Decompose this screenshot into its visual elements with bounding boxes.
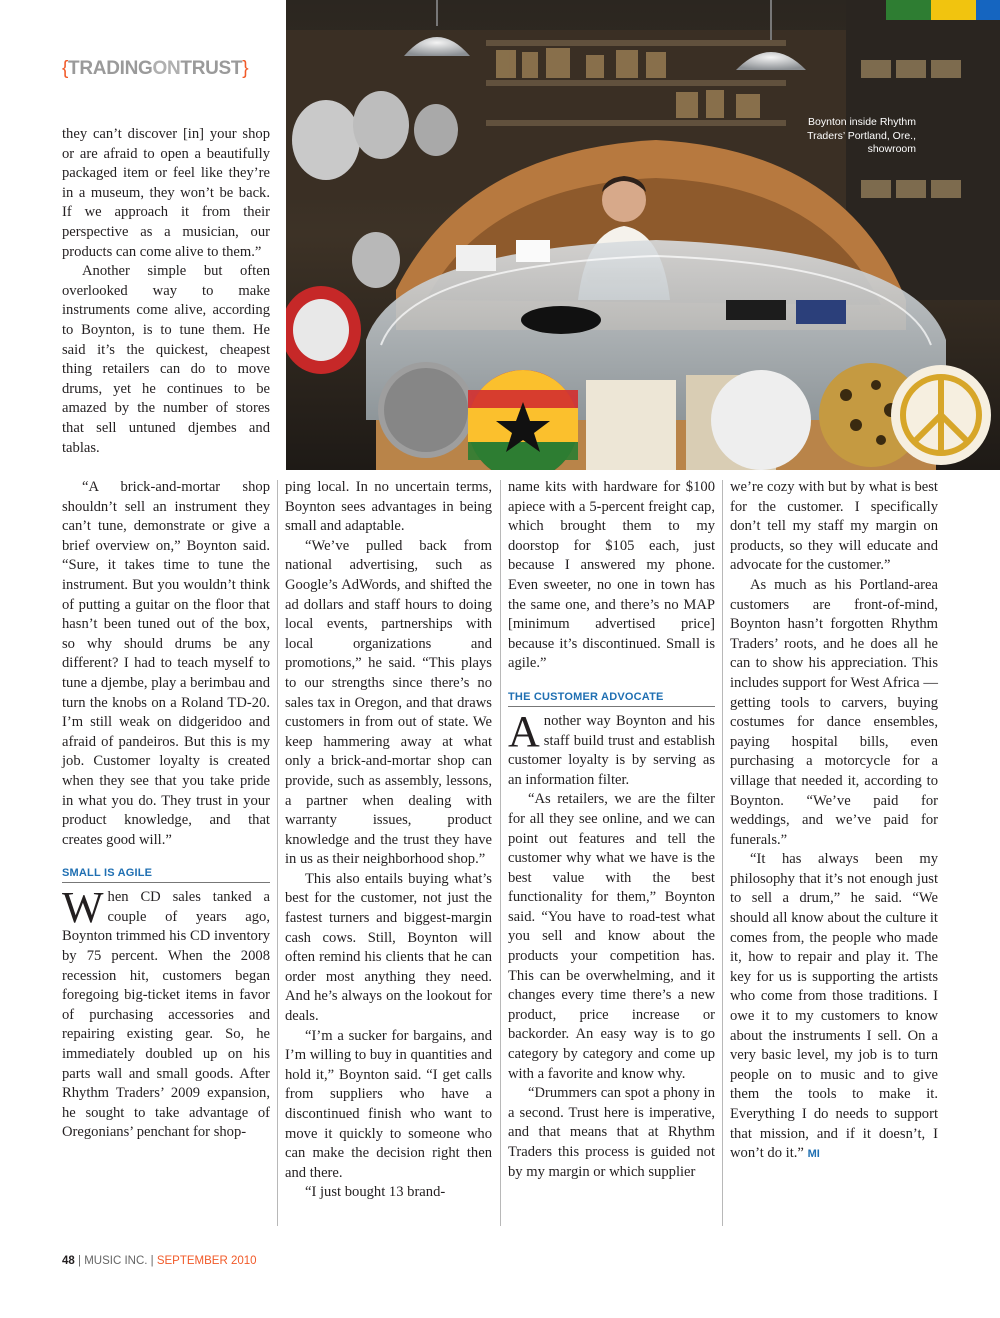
section-tag-word-2: ON — [152, 58, 181, 79]
footer-separator: | — [74, 1255, 85, 1267]
column-1-bottom — [62, 478, 270, 1143]
column-divider — [277, 480, 278, 1226]
column-4 — [730, 478, 938, 1165]
column-divider — [722, 480, 723, 1226]
page-number: 48 — [62, 1255, 75, 1267]
column-3 — [508, 478, 715, 1182]
section-tag-close-brace: } — [242, 58, 249, 79]
paragraph-text: “It has always been my philosophy that it’s not enough just to sell a drum,” he said. “We should all know about the culture it comes from, the people who made it, how to repair and play it. The key for us is supporting the artists who come from those traditions. I owe it to my customers to know about the instruments I sell. On a very basic level, my job is to turn people on to music and to give them the tools to make it. Everything I do needs to support that mission, and if it doesn’t, I won’t do it.” — [730, 851, 938, 1162]
paragraph: “I’m a sucker for bargains, and I’m willing to buy in quantities and hold it,” Boynton said. “I get calls from suppliers who have a discontinued finish who want to move it quickly to someone who can make the decision right then and there. — [285, 1027, 492, 1181]
subhead-customer-advocate: THE CUSTOMER ADVOCATE — [508, 688, 715, 707]
end-mark: MI — [807, 1148, 820, 1161]
paragraph — [508, 706, 715, 790]
paragraph: we’re cozy with but by what is best for the customer. I specifically don’t tell my staff my margin on products, so they will educate and advocate for the customer.” — [730, 479, 938, 574]
paragraph: “We’ve pulled back from national advertising, such as Google’s AdWords, and shifted the ad dollars and staff hours to doing local events, partnerships with local organizations and promotions,” he said. “This plays to our strengths since there’s no sales tax in Oregon, and that draws customers in from out of state. We keep hammering away at what only a brick-and-mortar shop can provide, such as assembly, lessons, a partner when dealing with warranty issues, product knowledge and the trust they have in us as their neighborhood shop.” — [285, 537, 492, 868]
paragraph: name kits with hardware for $100 apiece with a 5-percent freight cap, which brought them to my doorstop for $105 each, just because I answered my phone. Even sweeter, no one in town has the same one, and there’s no MAP [minimum advertised price] because it’s discontinued. Small is agile.” — [508, 479, 715, 672]
drop-cap: A — [508, 706, 540, 756]
paragraph-text: hen CD sales tanked a couple of years ago, Boynton trimmed his CD inventory by 75 percent. When the 2008 recession hit, customers began foregoing big-ticket items in favor of purchasing accessories and repairing existing gear. So, he immediately doubled up on his parts wall and small goods. After Rhythm Traders’ 2009 expansion, he sought to take advantage of Oregonians’ penchant for shop- — [62, 889, 270, 1141]
column-1-top — [62, 125, 270, 458]
paragraph — [730, 850, 938, 1165]
section-tag-open-brace: { — [62, 58, 69, 79]
store-photo-illustration — [286, 0, 1000, 470]
store-photo — [286, 0, 1000, 470]
section-tag-word-1: TRADING — [68, 58, 153, 79]
paragraph: This also entails buying what’s best for the customer, not just the fastest turners and biggest-margin cash cows. Still, Boynton will often remind his clients that he can order most anything they need. And he’s always on the lookout for deals. — [285, 870, 492, 1025]
footer-separator: | — [147, 1255, 157, 1267]
paragraph-text: nother way Boynton and his staff build trust and establish customer loyalty is by serving as an information filter. — [508, 712, 715, 788]
page-footer — [62, 1255, 257, 1267]
paragraph: As much as his Portland-area customers are front-of-mind, Boynton hasn’t forgotten Rhythm Traders’ roots, and he does all he can to show his appreciation. This includes support for West Africa — getting tools to carvers, buying costumes for dance ensembles, paying hospital bills, even purchasing a motorcycle for a village that needed it, according to Boynton. “We’ve paid for weddings, and we’ve paid for funerals.” — [730, 576, 938, 848]
paragraph — [62, 883, 270, 1143]
paragraph: “As retailers, we are the filter for all they see online, and we can point out features and tell the customer why what we have is the best value with the best functionality for them,” Boynton said. “You have to road-test what you sell and know about the products your competition has. This can be overwhelming, and it changes every time there’s a new product, price increase or backorder. An easy way is to go category by category and come up with a favorite and know why. — [508, 791, 715, 1082]
issue-date: SEPTEMBER 2010 — [156, 1255, 257, 1267]
section-tag-word-3: TRUST — [180, 58, 243, 79]
magazine-name: MUSIC INC. — [84, 1255, 148, 1267]
paragraph: Another simple but often overlooked way to make instruments come alive, according to Boynton, is to tune them. He said it’s the quickest, cheapest thing retailers can do to move drums, yet he continues to be amazed by the number of stores that sell untuned djembes and tablas. — [62, 263, 270, 456]
photo-caption: Boynton inside Rhythm Traders’ Portland, Ore., showroom — [807, 116, 916, 155]
paragraph: they can’t discover [in] your shop or are afraid to open a beautifully packaged item or feel like they’re in a museum, they won’t be back. If we approach it from their perspective as a musician, our products can come alive to them.” — [62, 126, 270, 260]
drop-cap: W — [62, 883, 104, 933]
column-divider — [500, 480, 501, 1226]
paragraph: ping local. In no uncertain terms, Boynton sees advantages in being small and adaptable. — [285, 479, 492, 535]
subhead-small-is-agile: SMALL IS AGILE — [62, 864, 270, 883]
paragraph: “Drummers can spot a phony in a second. Trust here is imperative, and that means that at Rhythm Traders this process is guided not by my margin or which supplier — [508, 1085, 715, 1180]
section-tag — [62, 58, 248, 80]
paragraph: “A brick-and-mortar shop shouldn’t sell an instrument they can’t tune, demonstrate or give a brief overview on,” Boynton said. “Sure, it takes time to tune the instrument. But you wouldn’t think of putting a guitar on the floor that hasn’t been tuned out of the box, so why should drums be any different? I had to teach myself to tune a djembe, play a berimbau and turn the knobs on a Roland TD-20. I’m still weak on didgeridoo and afraid of pandeiros. But this is my job. Customer loyalty is created when they see that you take pride in what you do. They trust in your product knowledge, and that creates good will.” — [62, 479, 270, 848]
column-2 — [285, 478, 492, 1203]
paragraph: “I just bought 13 brand- — [305, 1184, 446, 1201]
